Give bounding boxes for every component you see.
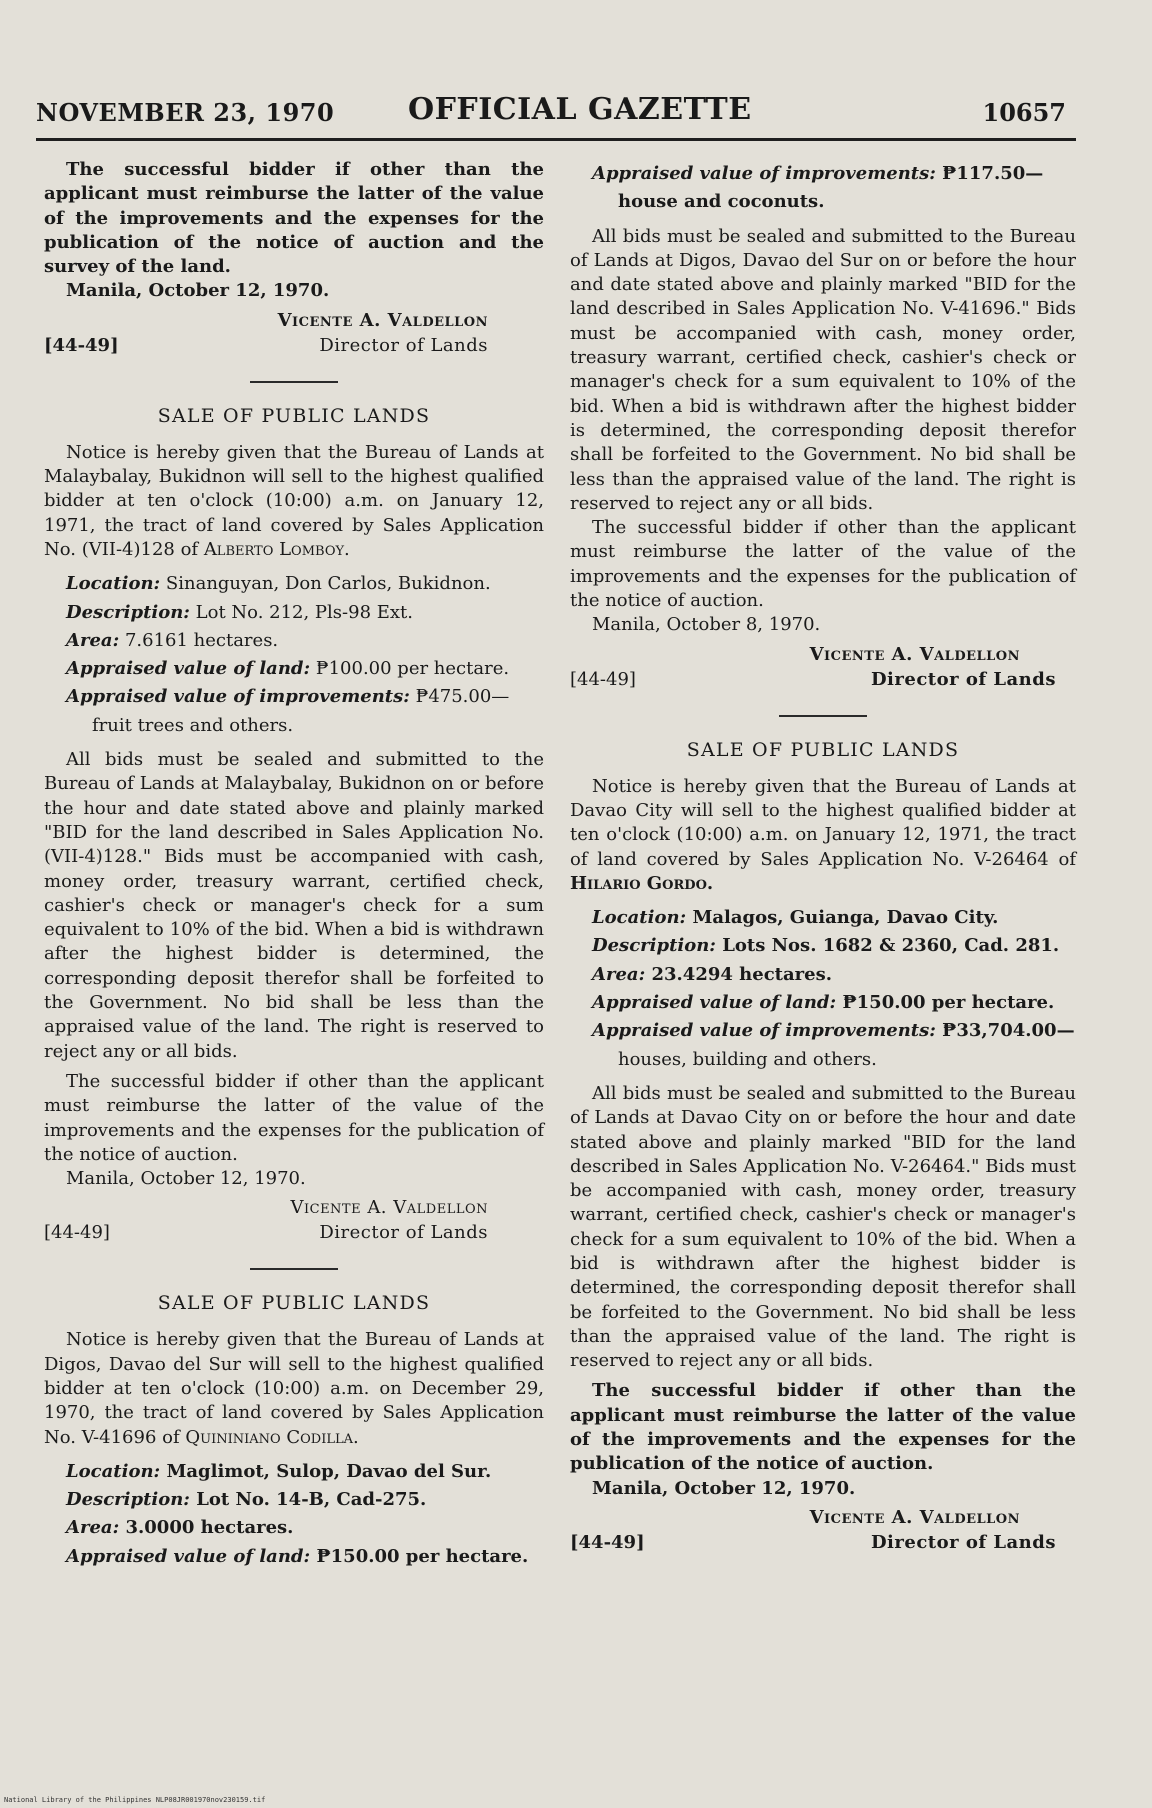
location-line	[44, 572, 544, 596]
land-value-label: Appraised value of land:	[66, 658, 311, 680]
improvements-value-line	[44, 685, 544, 709]
dateline: Manila, October 12, 1970.	[592, 1477, 856, 1499]
bids-paragraph: All bids must be sealed and submitted to the Bureau of Lands at Malaybalay, Bukidnon on or before the hour and date stated above and plainly marked "BID for the land described in Sales Application No. (VII-4)128." Bids must be accompanied with cash, money order, treasury warrant, certified check, cashier's check or manager's check for a sum equivalent to 10% of the bid. When a bid is withdrawn after the highest bidder is determined, the corresponding deposit therefor shall be forfeited to the Government. No bid shall be less than the appraised value of the land. The right is reserved to reject any or all bids.	[44, 749, 544, 1062]
header-rule	[36, 138, 1076, 141]
improvements-label: Appraised value of improvements:	[66, 686, 410, 708]
reimbursement-paragraph: The successful bidder if other than the applicant must reimburse the latter of the value of the improvements and the expenses for the publication of the notice of auction.	[44, 1070, 544, 1165]
page-header	[36, 90, 1066, 130]
bids-paragraph: All bids must be sealed and submitted to the Bureau of Lands at Digos, Davao del Sur on or before the hour and date stated above and plainly marked "BID for the land described in Sales Application No. V-41696." Bids must be accompanied with cash, money order, treasury warrant, certified check, cashier's check or manager's check for a sum equivalent to 10% of the bid. When a bid is withdrawn after the highest bidder is determined, the corresponding deposit therefor shall be forfeited to the Government. No bid shall be less than the appraised value of the land. The right is reserved to reject any or all bids.	[570, 225, 1076, 514]
notice-intro	[44, 1328, 544, 1449]
description-value: Lot No. 212, Pls-98 Ext.	[189, 601, 413, 623]
area-line	[570, 963, 1076, 987]
description-line	[570, 934, 1076, 958]
signatory-title: Director of Lands	[870, 1531, 1056, 1553]
issue-code: [44-49]	[570, 668, 636, 690]
location-line	[44, 1460, 544, 1484]
continued-reimbursement-paragraph: The successful bidder if other than the applicant must reimburse the latter of the value of the improvements and the expenses for the publication of the notice of auction and the survey of the land.	[44, 159, 544, 278]
reimbursement-paragraph: The successful bidder if other than the applicant must reimburse the latter of the value of the improvements and the expenses for the publication of the notice of auction.	[570, 517, 1076, 612]
notice-intro	[44, 441, 544, 562]
applicant-name: Alberto Lomboy.	[203, 538, 350, 560]
notice-heading: SALE OF PUBLIC LANDS	[686, 738, 960, 761]
notice-heading: SALE OF PUBLIC LANDS	[157, 1292, 431, 1315]
section-separator	[779, 715, 867, 717]
location-value: Maglimot, Sulop, Davao del Sur.	[160, 1460, 492, 1482]
signatory-name: Vicente A. Valdellon	[277, 309, 488, 331]
applicant-name: Hilario Gordo.	[570, 872, 714, 894]
land-value: ₱150.00 per hectare.	[310, 1545, 529, 1567]
area-value: 23.4294 hectares.	[645, 963, 832, 985]
signatory-name: Vicente A. Valdellon	[809, 643, 1020, 665]
issue-date: NOVEMBER 23, 1970	[36, 98, 335, 127]
description-label: Description:	[66, 1489, 190, 1511]
scan-source-caption: National Library of the Philippines NLP08JR001970nov230159.tif	[4, 1796, 266, 1804]
dateline: Manila, October 12, 1970.	[66, 1168, 306, 1190]
bids-paragraph: All bids must be sealed and submitted to the Bureau of Lands at Davao City on or before the hour and date stated above and plainly marked "BID for the land described in Sales Application No. V-26464." Bids must be accompanied with cash, money order, treasury warrant, certified check, cashier's check or manager's check for a sum equivalent to 10% of the bid. When a bid is withdrawn after the highest bidder is determined, the corresponding deposit therefor shall be forfeited to the Government. No bid shall be less than the appraised value of the land. The right is reserved to reject any or all bids.	[570, 1082, 1076, 1372]
description-value: Lots Nos. 1682 & 2360, Cad. 281.	[715, 935, 1060, 957]
left-column	[44, 158, 544, 1573]
publication-title: OFFICIAL GAZETTE	[408, 92, 752, 127]
signature-block	[44, 331, 544, 359]
signatory-title: Director of Lands	[319, 334, 488, 356]
signature-block	[570, 1528, 1076, 1556]
notice-intro-text: Notice is hereby given that the Bureau of Lands at Davao City will sell to the highest qualified bidder at ten o'clock (10:00) a.m. on January 12, 1971, the tract of land covered by Sales Application No. V-26464 of	[570, 775, 1076, 870]
page-number: 10657	[982, 98, 1066, 127]
description-value: Lot No. 14-B, Cad-275.	[189, 1489, 427, 1511]
location-label: Location:	[592, 907, 687, 929]
land-value-label: Appraised value of land:	[66, 1545, 311, 1567]
notice-intro	[570, 775, 1076, 896]
land-value: ₱150.00 per hectare.	[836, 992, 1055, 1014]
signatory-title: Director of Lands	[870, 668, 1056, 690]
area-label: Area:	[66, 629, 120, 651]
description-line	[44, 601, 544, 625]
improvements-value-line	[570, 1019, 1076, 1043]
land-value-label: Appraised value of land:	[592, 992, 837, 1014]
location-line	[570, 906, 1076, 930]
area-value: 3.0000 hectares.	[119, 1517, 294, 1539]
description-label: Description:	[66, 601, 190, 623]
dateline: Manila, October 8, 1970.	[592, 614, 821, 636]
section-separator	[250, 381, 338, 383]
improvements-label: Appraised value of improvements:	[592, 1020, 936, 1042]
land-value-line	[44, 1545, 544, 1569]
signatory-name: Vicente A. Valdellon	[809, 1506, 1020, 1528]
improvements-value-line	[570, 162, 1076, 186]
improvements-detail: house and coconuts.	[618, 191, 825, 213]
location-label: Location:	[66, 573, 161, 595]
location-value: Sinanguyan, Don Carlos, Bukidnon.	[160, 573, 491, 595]
improvements-value: ₱117.50—	[935, 163, 1044, 184]
description-label: Description:	[592, 935, 716, 957]
area-value: 7.6161 hectares.	[119, 629, 279, 651]
signature-block	[44, 1218, 544, 1246]
dateline: Manila, October 12, 1970.	[66, 280, 330, 302]
improvements-label: Appraised value of improvements:	[592, 163, 936, 184]
signatory-title: Director of Lands	[319, 1222, 488, 1244]
location-value: Malagos, Guianga, Davao City.	[686, 907, 999, 929]
land-value-line	[44, 657, 544, 681]
improvements-value: ₱475.00—	[409, 686, 510, 708]
area-line	[44, 629, 544, 653]
improvements-detail: fruit trees and others.	[92, 714, 294, 736]
area-label: Area:	[592, 963, 646, 985]
location-label: Location:	[66, 1460, 161, 1482]
notice-intro-text: Notice is hereby given that the Bureau of Lands at Malaybalay, Bukidnon will sell to the highest qualified bidder at ten o'clock (10:00) a.m. on January 12, 1971, the tract of land covered by Sales Application No. (VII-4)128 of	[44, 441, 544, 560]
issue-code: [44-49]	[44, 1222, 110, 1244]
notice-intro-text: Notice is hereby given that the Bureau of Lands at Digos, Davao del Sur will sell to the highest qualified bidder at ten o'clock (10:00) a.m. on December 29, 1970, the tract of land covered by Sales Application No. V-41696 of	[44, 1329, 544, 1448]
signatory-name: Vicente A. Valdellon	[290, 1197, 488, 1219]
land-value: ₱100.00 per hectare.	[310, 658, 510, 680]
section-separator	[250, 1268, 338, 1270]
description-line	[44, 1488, 544, 1512]
issue-code: [44-49]	[570, 1531, 645, 1553]
area-line	[44, 1516, 544, 1540]
improvements-value: ₱33,704.00—	[935, 1020, 1075, 1042]
applicant-name: Quininiano Codilla.	[185, 1426, 359, 1448]
improvements-detail: houses, building and others.	[618, 1048, 877, 1070]
issue-code: [44-49]	[44, 334, 119, 356]
land-value-line	[570, 991, 1076, 1015]
area-label: Area:	[66, 1517, 120, 1539]
right-column	[570, 158, 1076, 1556]
signature-block	[570, 665, 1076, 693]
notice-heading: SALE OF PUBLIC LANDS	[157, 404, 431, 427]
reimbursement-paragraph: The successful bidder if other than the applicant must reimburse the latter of the value of the improvements and the expenses for the publication of the notice of auction.	[570, 1380, 1076, 1475]
